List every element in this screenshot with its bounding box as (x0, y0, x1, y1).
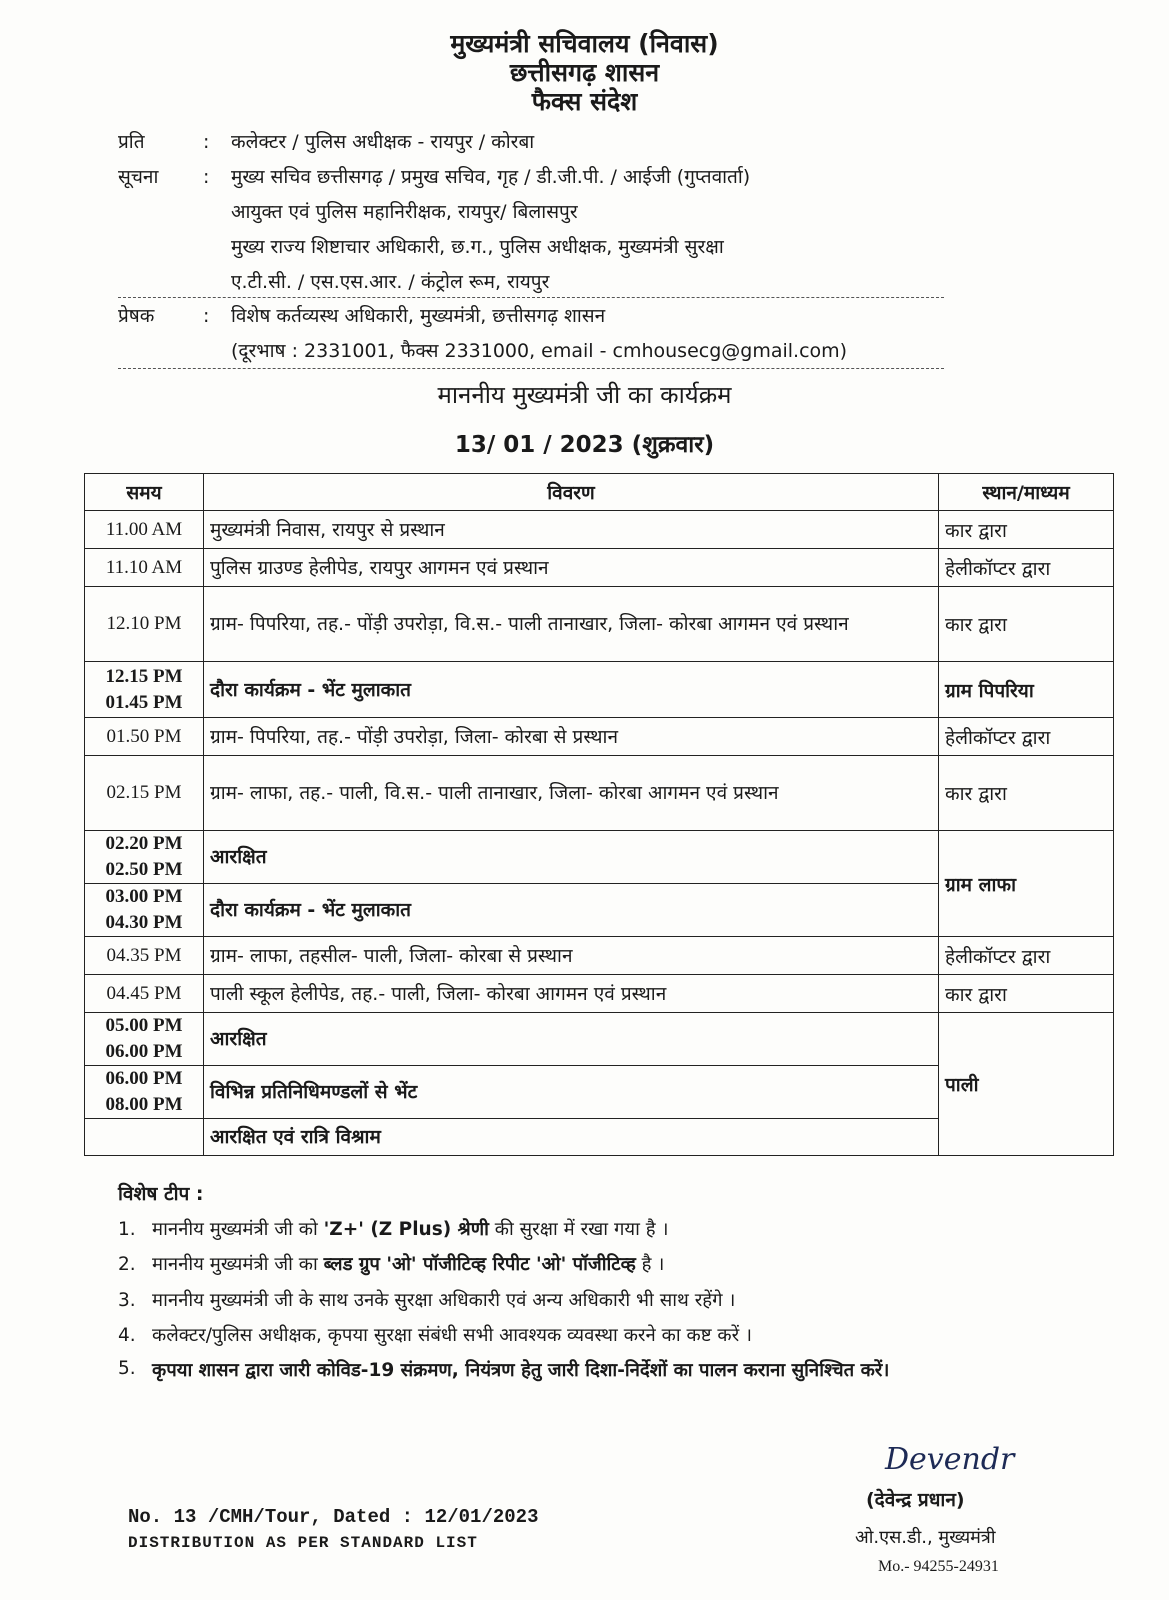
to-value: कलेक्टर / पुलिस अधीक्षक - रायपुर / कोरबा (231, 131, 535, 153)
note-number: 2. (118, 1254, 136, 1275)
time-cell (85, 1013, 204, 1066)
details-cell: विभिन्न प्रतिनिधिमण्डलों से भेंट (204, 1066, 939, 1119)
details-cell: आरक्षित एवं रात्रि विश्राम (204, 1119, 939, 1156)
note-number: 4. (118, 1325, 136, 1346)
place-cell: कार द्वारा (939, 975, 1114, 1013)
place-cell: हेलीकॉप्टर द्वारा (939, 937, 1114, 975)
place-cell: ग्राम लाफा (939, 831, 1114, 937)
details-cell: ग्राम- लाफा, तह.- पाली, वि.स.- पाली तानाखार, जिला- कोरबा आगमन एवं प्रस्थान (204, 756, 939, 831)
time-cell: 01.50 PM (85, 718, 204, 756)
note-text: माननीय मुख्यमंत्री जी के साथ उनके सुरक्षा अधिकारी एवं अन्य अधिकारी भी साथ रहेंगे । (152, 1290, 736, 1311)
note-text: माननीय मुख्यमंत्री जी का (152, 1254, 324, 1275)
colon: : (203, 305, 210, 327)
table-row (85, 756, 1114, 831)
time-end: 08.00 PM (105, 1094, 183, 1115)
header-government: छत्तीसगढ़ शासन (509, 58, 660, 87)
signer-name: (देवेन्द्र प्रधान) (866, 1489, 965, 1511)
programme-title: माननीय मुख्यमंत्री जी का कार्यक्रम (437, 381, 732, 409)
place-cell: हेलीकॉप्टर द्वारा (939, 549, 1114, 587)
time-cell (85, 831, 204, 884)
address-from (118, 302, 605, 328)
info-line: मुख्य सचिव छत्तीसगढ़ / प्रमुख सचिव, गृह / डी.जी.पी. / आईजी (गुप्तवार्ता) (231, 166, 751, 188)
table-row (85, 718, 1114, 756)
time-start: 12.15 PM (105, 665, 183, 687)
details-cell: ग्राम- पिपरिया, तह.- पोंड़ी उपरोड़ा, वि.स.- पाली तानाखार, जिला- कोरबा आगमन एवं प्रस्थान (204, 587, 939, 662)
info-line: आयुक्त एवं पुलिस महानिरीक्षक, रायपुर/ बिलासपुर (231, 201, 578, 223)
reference-number: No. 13 /CMH/Tour, Dated : 12/01/2023 (128, 1506, 539, 1528)
note-number-5: 5. (118, 1358, 136, 1379)
place-cell: कार द्वारा (939, 587, 1114, 662)
colon: : (203, 131, 210, 153)
time-cell: 11.00 AM (85, 511, 204, 549)
time-cell: 11.10 AM (85, 549, 204, 587)
address-to (118, 128, 534, 154)
time-end: 06.00 PM (105, 1041, 183, 1062)
from-label: प्रेषक (118, 305, 155, 327)
table-row (85, 975, 1114, 1013)
header-details: विवरण (204, 474, 939, 511)
details-cell: दौरा कार्यक्रम - भेंट मुलाकात (204, 884, 939, 937)
note-text: माननीय मुख्यमंत्री जी को (152, 1219, 324, 1240)
note-number: 3. (118, 1290, 136, 1311)
place-cell: कार द्वारा (939, 756, 1114, 831)
time-cell: 12.10 PM (85, 587, 204, 662)
time-end: 04.30 PM (105, 912, 183, 933)
place-cell: कार द्वारा (939, 511, 1114, 549)
signer-mobile: Mo.- 94255-24931 (878, 1558, 999, 1575)
header-time: समय (85, 474, 204, 511)
note-text-end: की सुरक्षा में रखा गया है । (488, 1219, 669, 1240)
note-bold: ब्लड ग्रुप 'ओ' पॉजीटिव्ह रिपीट 'ओ' पॉजीटिव्ह (323, 1254, 636, 1275)
time-cell (85, 1119, 204, 1156)
note-number: 1. (118, 1219, 136, 1240)
note-item (118, 1322, 752, 1347)
details-cell: मुख्यमंत्री निवास, रायपुर से प्रस्थान (204, 511, 939, 549)
details-cell: पाली स्कूल हेलीपेड, तह.- पाली, जिला- कोरबा आगमन एवं प्रस्थान (204, 975, 939, 1013)
info-label: सूचना (118, 166, 159, 188)
time-cell (85, 662, 204, 718)
table-row (85, 511, 1114, 549)
note-text: कलेक्टर/पुलिस अधीक्षक, कृपया सुरक्षा संबंधी सभी आवश्यक व्यवस्था करने का कष्ट करें । (152, 1325, 753, 1346)
info-line: मुख्य राज्य शिष्टाचार अधिकारी, छ.ग., पुलिस अधीक्षक, मुख्यमंत्री सुरक्षा (231, 236, 724, 258)
time-cell: 02.15 PM (85, 756, 204, 831)
time-end: 02.50 PM (105, 859, 183, 880)
details-cell: ग्राम- पिपरिया, तह.- पोंड़ी उपरोड़ा, जिला- कोरबा से प्रस्थान (204, 718, 939, 756)
place-cell: पाली (939, 1013, 1114, 1156)
time-cell: 04.45 PM (85, 975, 204, 1013)
details-cell: पुलिस ग्राउण्ड हेलीपेड, रायपुर आगमन एवं प्रस्थान (204, 549, 939, 587)
table-row (85, 549, 1114, 587)
divider (118, 368, 944, 369)
note-item (118, 1251, 664, 1276)
programme-date: 13/ 01 / 2023 (शुक्रवार) (454, 432, 715, 458)
signature: Devendr (885, 1442, 1015, 1477)
note-item (118, 1287, 735, 1312)
time-cell (85, 1066, 204, 1119)
note-text-end: है । (635, 1254, 665, 1275)
time-cell (85, 884, 204, 937)
table-header-row (85, 474, 1114, 511)
place-cell: हेलीकॉप्टर द्वारा (939, 718, 1114, 756)
signer-designation: ओ.एस.डी., मुख्यमंत्री (855, 1527, 996, 1548)
note-bold: 'Z+' (Z Plus) श्रेणी (323, 1219, 489, 1240)
time-start: 03.00 PM (105, 886, 183, 907)
distribution-note: DISTRIBUTION AS PER STANDARD LIST (128, 1534, 478, 1552)
note-item-5: कृपया शासन द्वारा जारी कोविड-19 संक्रमण, नियंत्रण हेतु जारी दिशा-निर्देशों का पालन कराना सुनिश्चित करें। (152, 1360, 890, 1381)
info-line: ए.टी.सी. / एस.एस.आर. / कंट्रोल रूम, रायपुर (231, 271, 550, 293)
from-value: विशेष कर्तव्यस्थ अधिकारी, मुख्यमंत्री, छत्तीसगढ़ शासन (231, 305, 606, 327)
schedule-table (84, 473, 1114, 1156)
note-item (118, 1216, 669, 1241)
time-start: 06.00 PM (105, 1068, 183, 1089)
table-row (85, 937, 1114, 975)
time-end: 01.45 PM (105, 691, 183, 713)
details-cell: ग्राम- लाफा, तहसील- पाली, जिला- कोरबा से प्रस्थान (204, 937, 939, 975)
time-cell: 04.35 PM (85, 937, 204, 975)
address-info (118, 163, 750, 189)
from-contact: (दूरभाष : 2331001, फैक्स 2331000, email - cmhousecg@gmail.com) (231, 340, 848, 362)
header-fax-message: फैक्स संदेश (531, 87, 638, 116)
divider (118, 297, 944, 298)
details-cell: आरक्षित (204, 831, 939, 884)
header-place: स्थान/माध्यम (939, 474, 1114, 511)
table-row (85, 831, 1114, 884)
to-label: प्रति (118, 131, 145, 153)
time-start: 05.00 PM (105, 1015, 183, 1036)
table-row (85, 587, 1114, 662)
table-row (85, 662, 1114, 718)
colon: : (203, 166, 210, 188)
time-start: 02.20 PM (105, 833, 183, 854)
header-office: मुख्यमंत्री सचिवालय (निवास) (450, 29, 719, 58)
table-row (85, 1013, 1114, 1066)
details-cell: आरक्षित (204, 1013, 939, 1066)
notes-title: विशेष टीप : (118, 1183, 204, 1205)
details-cell: दौरा कार्यक्रम - भेंट मुलाकात (204, 662, 939, 718)
place-cell: ग्राम पिपरिया (939, 662, 1114, 718)
